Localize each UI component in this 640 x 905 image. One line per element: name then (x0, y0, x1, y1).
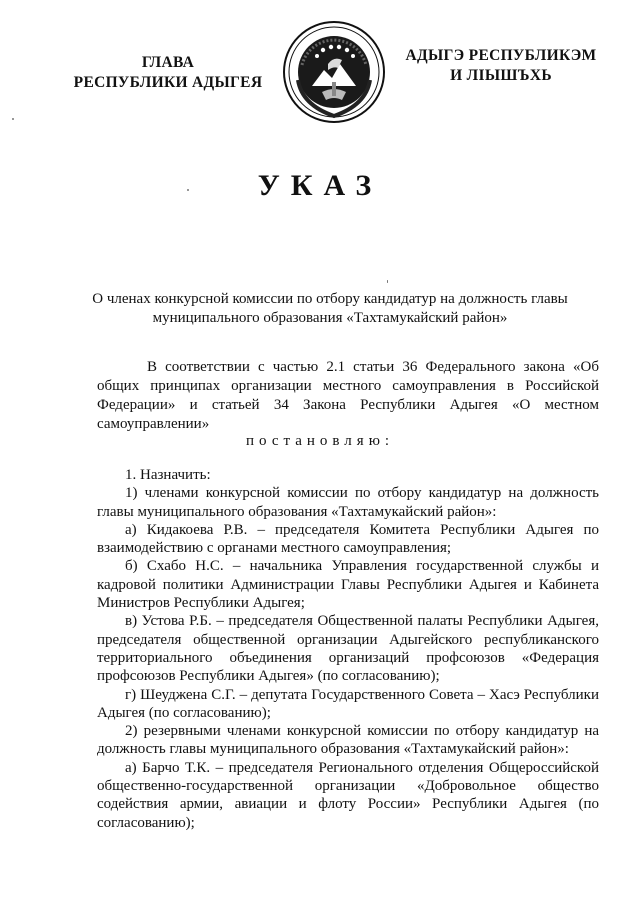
header-right-line2: И ЛІЫШЪХЬ (450, 67, 552, 84)
paragraph: 2) резервными членами конкурсной комиссии по отбору кандидатур на должность главы муниципального образования «Тахтамукайский район»: (97, 723, 599, 758)
header-left-line1: ГЛАВА (141, 54, 195, 71)
coat-of-arms-icon (282, 20, 386, 124)
document-body (97, 466, 599, 832)
paragraph: 1) членами конкурсной комиссии по отбору кандидатур на должность главы муниципального образования «Тахтамукайский район»: (97, 485, 599, 520)
preamble-paragraph: В соответствии с частью 2.1 статьи 36 Федерального закона «Об общих принципах организации местного самоуправления в Российской Федерации» и статьей 34 Закона Республики Адыгея «О местном самоуправлении» (97, 359, 599, 432)
paragraph: б) Схабо Н.С. – начальника Управления государственной службы и кадровой политики Администрации Главы Республики Адыгея и Кабинета Министров Республики Адыгея; (97, 558, 599, 612)
document-title: УКАЗ (257, 169, 383, 202)
paragraph: 1. Назначить: (125, 467, 211, 483)
decree-word: постановляю: (245, 433, 395, 449)
header-left-line2: РЕСПУБЛИКИ АДЫГЕЯ (73, 74, 263, 91)
paragraph: в) Устова Р.Б. – председателя Общественной палаты Республики Адыгея, председателя общественной организации Адыгейского республиканского территориального объединения организаций профсоюзов «Федерация профсоюзов Республики Адыгея» (по согласованию); (97, 613, 599, 685)
header-right (392, 46, 610, 86)
header-right-line1: АДЫГЭ РЕСПУБЛИКЭМ (405, 47, 597, 64)
paragraph: г) Шеуджена С.Г. – депутата Государственного Совета – Хасэ Республики Адыгея (по согласованию); (97, 686, 599, 721)
scan-speck (12, 118, 14, 120)
document-subject: О членах конкурсной комиссии по отбору кандидатур на должность главы муниципального образования «Тахтамукайский район» (92, 291, 568, 326)
paragraph: а) Барчо Т.К. – председателя Регионального отделения Общероссийской общественно-государственной организации «Добровольное общество содействия армии, авиации и флоту России» Республики Адыгея (по согласованию); (97, 759, 599, 831)
header-left (52, 53, 284, 93)
paragraph: а) Кидакоева Р.В. – председателя Комитета Республики Адыгея по взаимодействию с органами местного самоуправления; (97, 521, 599, 557)
scan-speck (187, 189, 189, 191)
scan-speck (387, 280, 388, 283)
